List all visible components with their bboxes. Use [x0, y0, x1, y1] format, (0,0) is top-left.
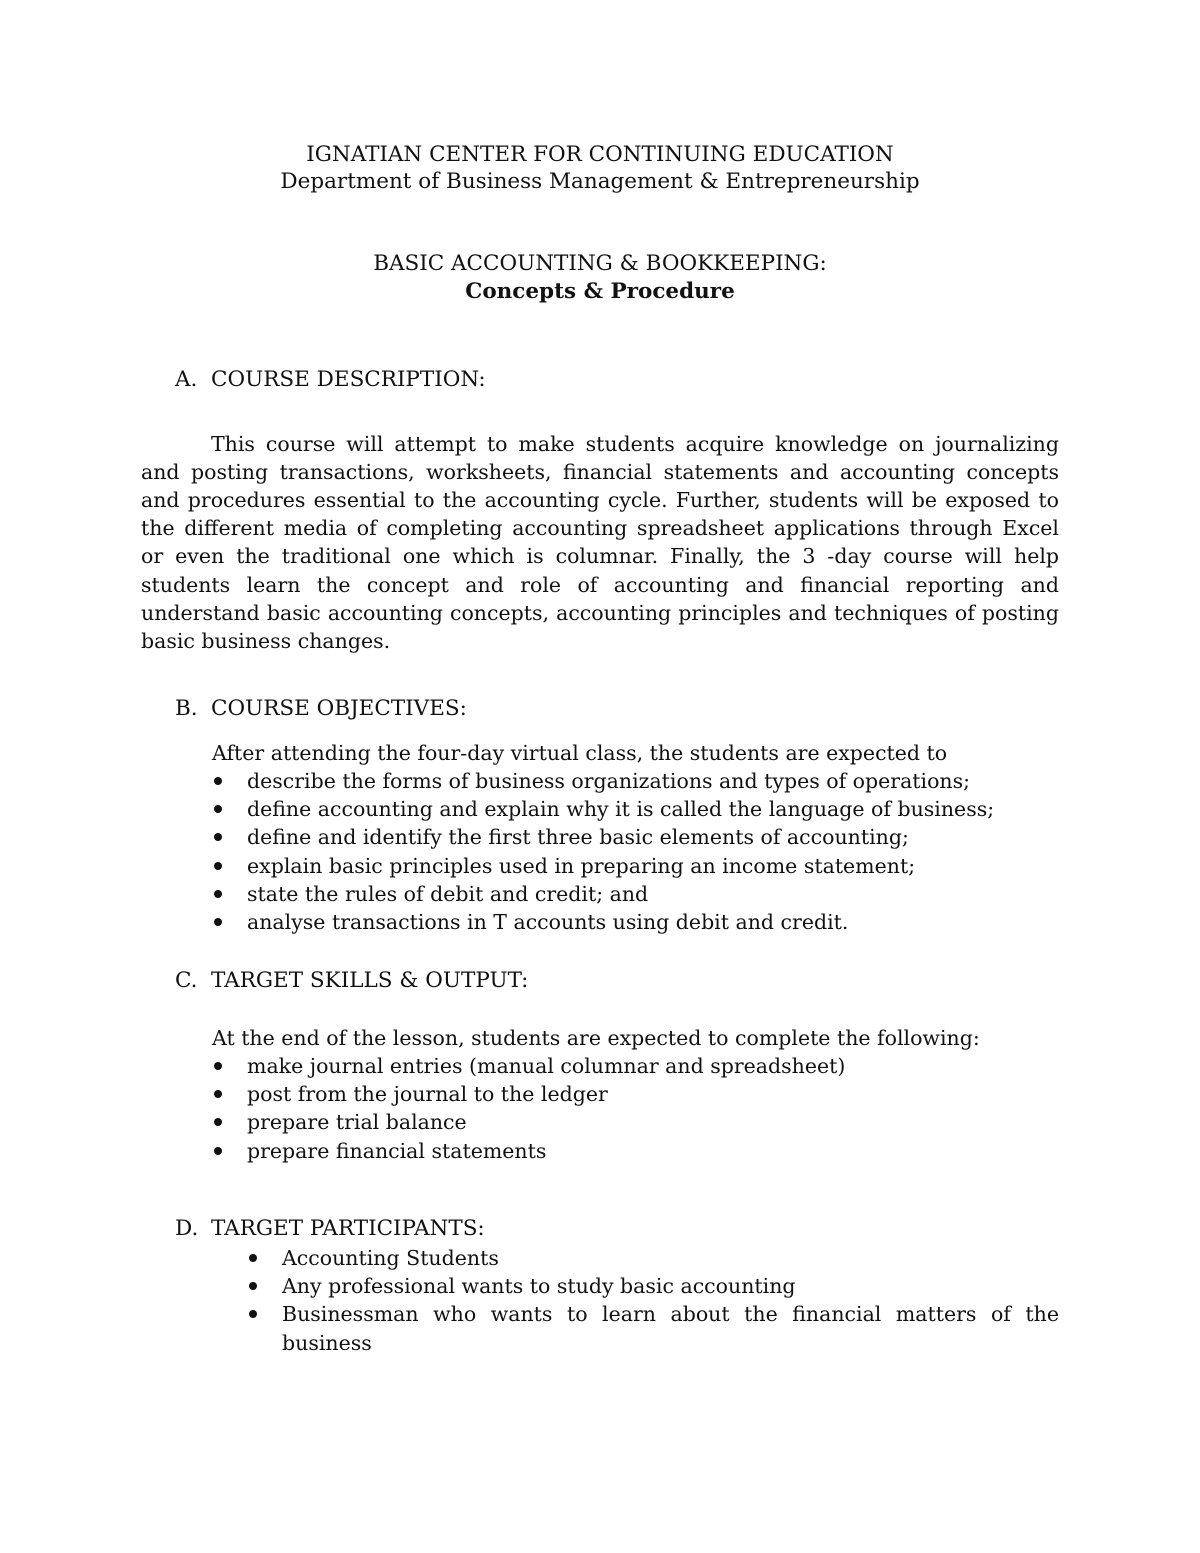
bullet-icon	[214, 777, 222, 785]
list-item: Accounting Students	[247, 1244, 1059, 1272]
section-a-letter: A.	[175, 367, 198, 392]
section-a-title: COURSE DESCRIPTION:	[211, 367, 486, 392]
section-c-title: TARGET SKILLS & OUTPUT:	[211, 968, 529, 993]
list-item: state the rules of debit and credit; and	[212, 880, 994, 908]
list-item: define accounting and explain why it is called the language of business;	[212, 795, 994, 823]
bullet-icon	[214, 833, 222, 841]
list-item: post from the journal to the ledger	[212, 1080, 845, 1108]
skills-list	[212, 1052, 845, 1165]
bullet-icon	[249, 1282, 257, 1290]
section-c-letter: C.	[175, 968, 198, 993]
section-b-title: COURSE OBJECTIVES:	[211, 696, 467, 721]
department-name: Department of Business Management & Entrepreneurship	[280, 169, 920, 194]
list-item: analyse transactions in T accounts using debit and credit.	[212, 908, 994, 936]
bullet-icon	[214, 1118, 222, 1126]
course-description-paragraph: This course will attempt to make students acquire knowledge on journalizing and posting transactions, worksheets, financial statements and accounting concepts and procedures essential to the accounting cycle. Further, students will be exposed to the different media of completing accounting spreadsheet applications through Excel or even the traditional one which is columnar. Finally, the 3 -day course will help students learn the concept and role of accounting and financial reporting and understand basic accounting concepts, accounting principles and techniques of posting basic business changes.	[141, 431, 1059, 653]
list-item: define and identify the first three basic elements of accounting;	[212, 823, 994, 851]
bullet-icon	[214, 1147, 222, 1155]
bullet-icon	[249, 1310, 257, 1318]
list-item: explain basic principles used in preparing an income statement;	[212, 852, 994, 880]
bullet-icon	[214, 1062, 222, 1070]
list-item: make journal entries (manual columnar and spreadsheet)	[212, 1052, 845, 1080]
bullet-icon	[214, 890, 222, 898]
course-title: BASIC ACCOUNTING & BOOKKEEPING:	[373, 251, 827, 276]
objectives-intro: After attending the four-day virtual class, the students are expected to	[212, 741, 948, 765]
bullet-icon	[214, 918, 222, 926]
bullet-icon	[214, 805, 222, 813]
objectives-list	[212, 767, 994, 936]
bullet-icon	[214, 1090, 222, 1098]
section-b-letter: B.	[175, 696, 198, 721]
list-item: Businessman who wants to learn about the financial matters of the business	[247, 1300, 1059, 1356]
skills-intro: At the end of the lesson, students are expected to complete the following:	[212, 1026, 980, 1050]
course-subtitle: Concepts & Procedure	[465, 279, 735, 304]
list-item: prepare financial statements	[212, 1137, 845, 1165]
list-item: describe the forms of business organizations and types of operations;	[212, 767, 994, 795]
institution-name: IGNATIAN CENTER FOR CONTINUING EDUCATION	[306, 142, 894, 167]
bullet-icon	[214, 862, 222, 870]
list-item: prepare trial balance	[212, 1108, 845, 1136]
participants-list	[247, 1244, 1059, 1357]
list-item: Any professional wants to study basic accounting	[247, 1272, 1059, 1300]
bullet-icon	[249, 1254, 257, 1262]
section-d-letter: D.	[175, 1216, 199, 1241]
section-d-title: TARGET PARTICIPANTS:	[211, 1216, 485, 1241]
